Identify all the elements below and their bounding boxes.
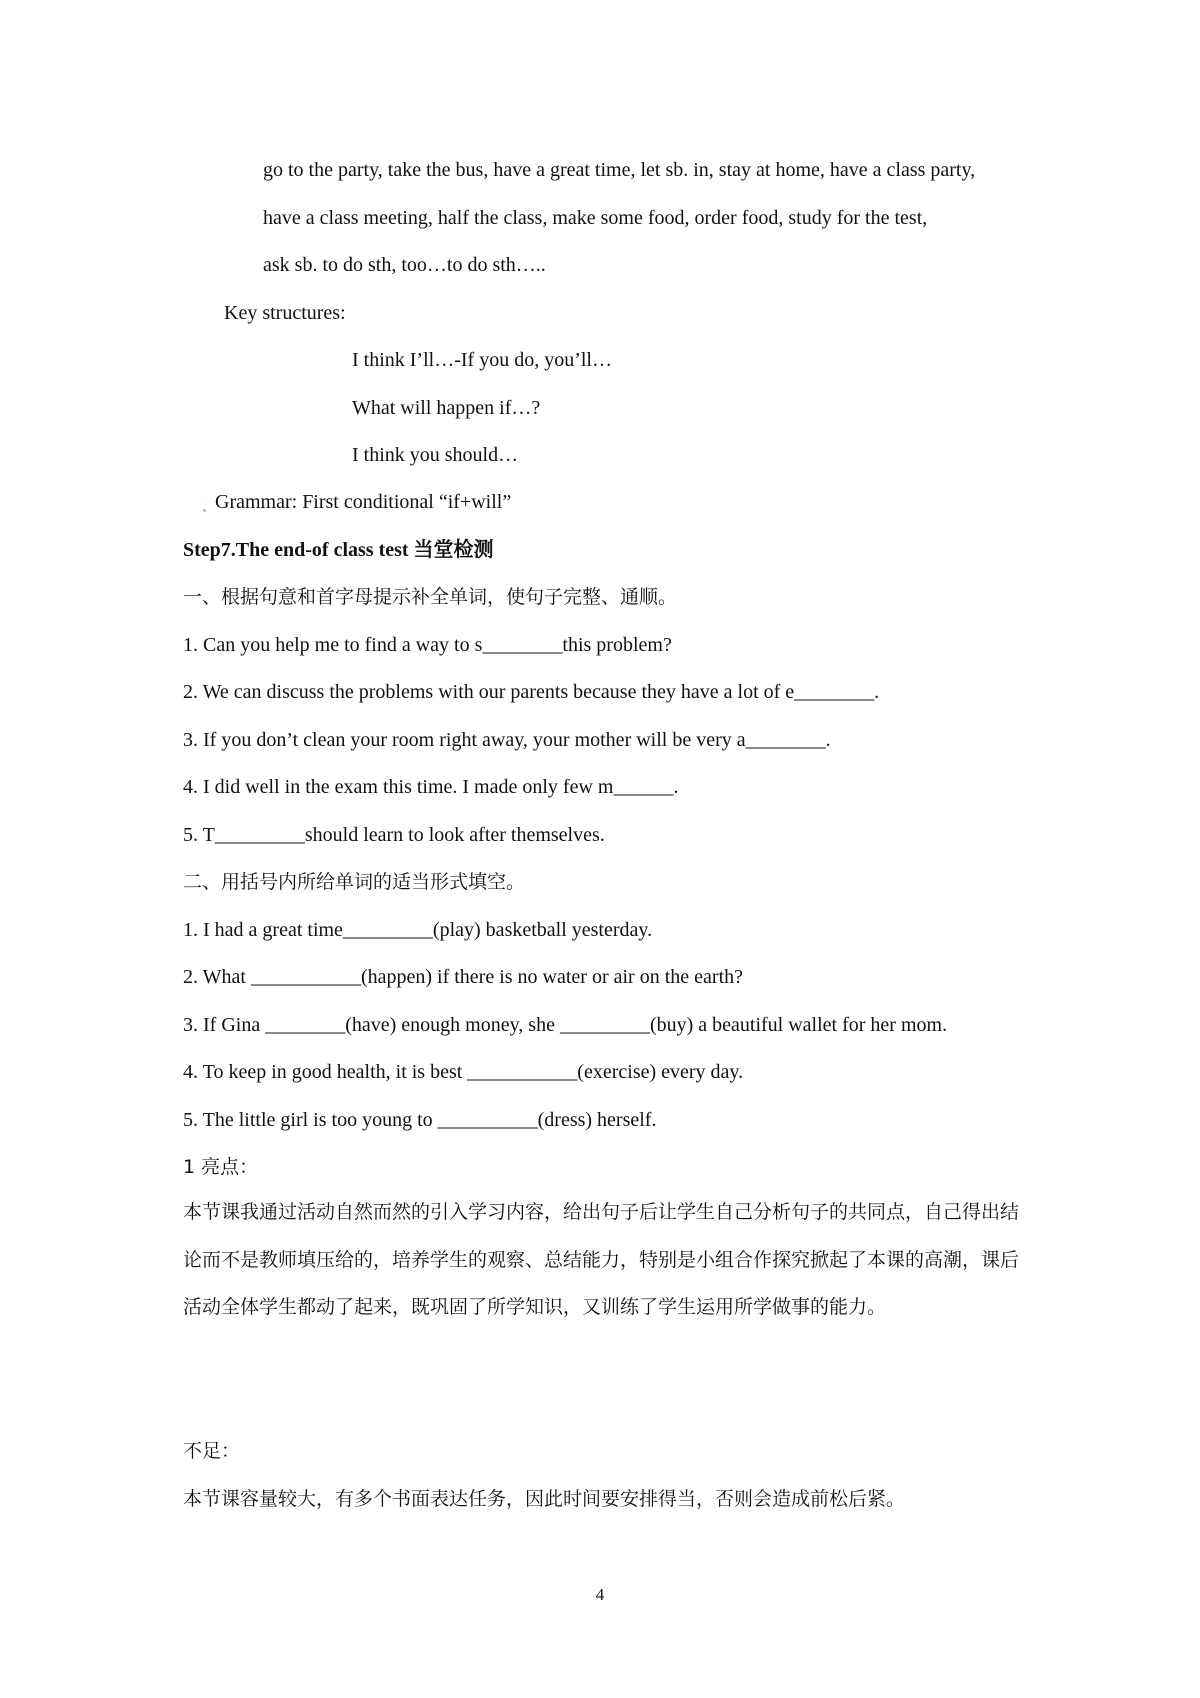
- grammar-line: Grammar: First conditional “if+will”: [215, 491, 512, 513]
- highlights-paragraph: 本节课我通过活动自然而然的引入学习内容，给出句子后让学生自己分析句子的共同点，自己得出结论而不是教师填压给的，培养学生的观察、总结能力，特别是小组合作探究掀起了本课的高潮，课后活动全体学生都动了起来，既巩固了所学知识，又训练了学生运用所学做事的能力。: [183, 1201, 1020, 1318]
- key-structure-item-3: I think you should…: [352, 444, 519, 466]
- section2-item-4: 4. To keep in good health, it is best ___________(exercise) every day.: [183, 1061, 744, 1083]
- section1-item-2: 2. We can discuss the problems with our parents because they have a lot of e________.: [183, 681, 880, 703]
- phrase-line-2: have a class meeting, half the class, make some food, order food, study for the test,: [263, 207, 928, 229]
- section2-item-1: 1. I had a great time_________(play) basketball yesterday.: [183, 919, 653, 941]
- shortcomings-heading: 不足：: [183, 1440, 241, 1462]
- highlights-heading: 1 亮点：: [183, 1156, 259, 1178]
- decorative-dot: [203, 509, 206, 512]
- section1-item-5: 5. T_________should learn to look after themselves.: [183, 824, 605, 846]
- key-structure-item-2: What will happen if…?: [352, 397, 541, 419]
- section1-heading: 一、根据句意和首字母提示补全单词，使句子完整、通顺。: [183, 586, 678, 608]
- section2-item-5: 5. The little girl is too young to __________(dress) herself.: [183, 1109, 657, 1131]
- section1-item-4: 4. I did well in the exam this time. I made only few m______.: [183, 776, 679, 798]
- page-number: 4: [595, 1585, 605, 1604]
- step7-title: Step7.The end-of class test 当堂检测: [183, 539, 494, 561]
- key-structure-item-1: I think I’ll…-If you do, you’ll…: [352, 349, 612, 371]
- phrase-line-1: go to the party, take the bus, have a great time, let sb. in, stay at home, have a class party,: [263, 159, 976, 181]
- shortcomings-paragraph: 本节课容量较大，有多个书面表达任务，因此时间要安排得当，否则会造成前松后紧。: [183, 1488, 906, 1510]
- section2-item-2: 2. What ___________(happen) if there is no water or air on the earth?: [183, 966, 743, 988]
- phrase-line-3: ask sb. to do sth, too…to do sth…..: [263, 254, 546, 276]
- key-structures-heading: Key structures:: [224, 302, 346, 324]
- section1-item-1: 1. Can you help me to find a way to s________this problem?: [183, 634, 672, 656]
- section1-item-3: 3. If you don’t clean your room right away, your mother will be very a________.: [183, 729, 831, 751]
- section2-heading: 二、用括号内所给单词的适当形式填空。: [183, 871, 526, 893]
- section2-item-3: 3. If Gina ________(have) enough money, she _________(buy) a beautiful wallet for her mom.: [183, 1014, 948, 1036]
